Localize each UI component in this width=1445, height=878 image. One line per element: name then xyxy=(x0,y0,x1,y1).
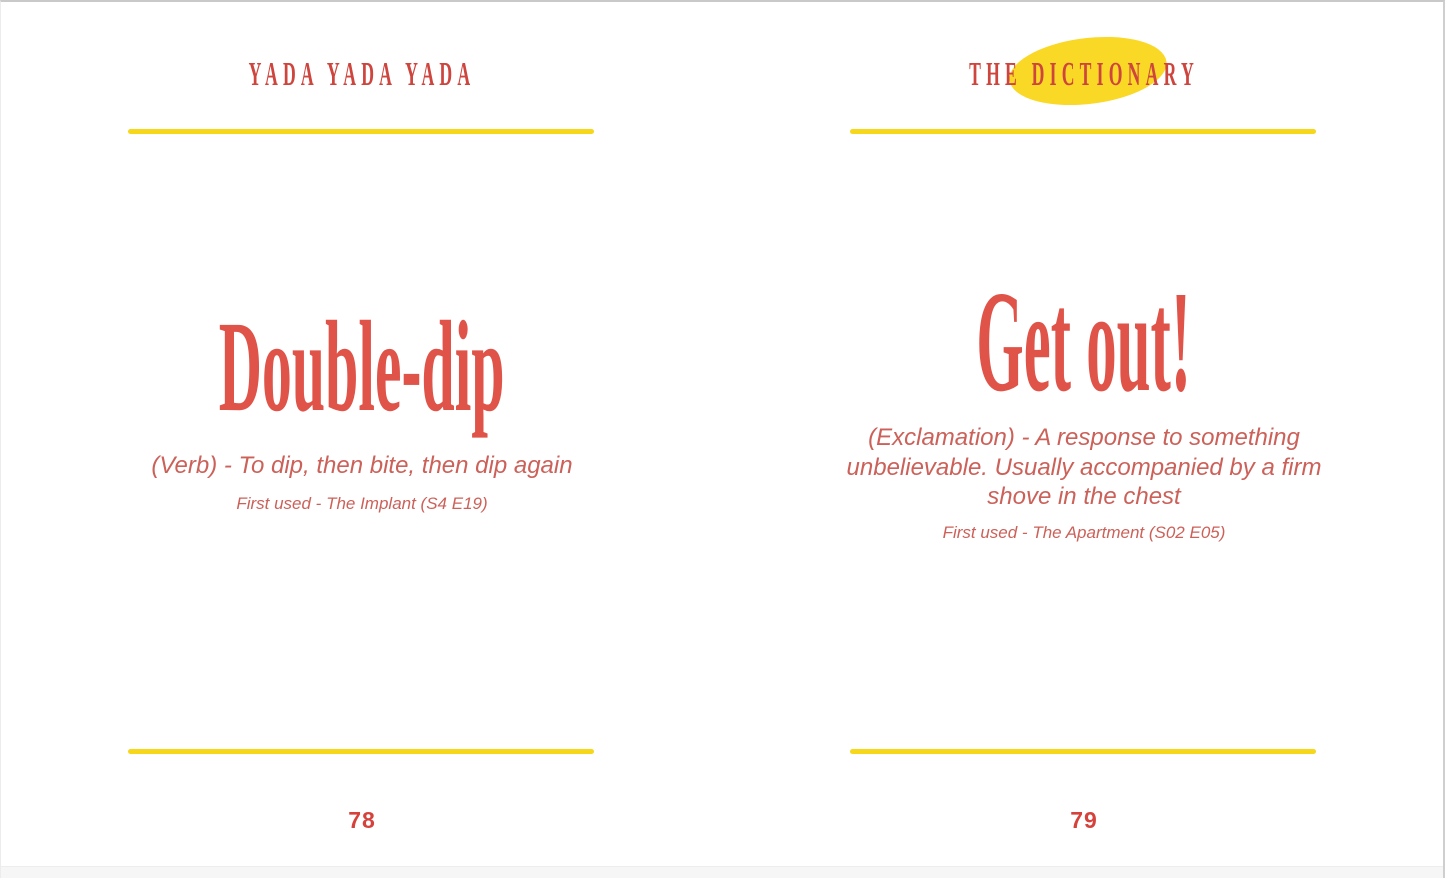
left-definition: (Verb) - To dip, then bite, then dip again xyxy=(151,452,573,479)
right-running-header xyxy=(723,55,1445,96)
left-running-header-text: YADA YADA YADA xyxy=(248,56,476,93)
page-left xyxy=(1,2,723,868)
left-top-rule xyxy=(128,129,594,134)
right-term-title xyxy=(723,262,1445,422)
right-running-header-text: THE DICTIONARY xyxy=(969,56,1199,93)
right-term-text: Get out! xyxy=(976,262,1192,422)
right-definition: (Exclamation) - A response to something unbelievable. Usually accompanied by a firm shove in the chest xyxy=(846,424,1322,510)
left-bottom-rule xyxy=(128,749,594,754)
right-page-number: 79 xyxy=(1070,807,1098,833)
page-right xyxy=(723,2,1445,868)
left-term-text: Double-dip xyxy=(219,295,505,439)
right-top-rule xyxy=(850,129,1316,134)
left-first-used: First used - The Implant (S4 E19) xyxy=(236,494,488,513)
right-bottom-rule xyxy=(850,749,1316,754)
photo-bottom-edge xyxy=(1,866,1443,878)
left-term-title xyxy=(1,295,723,439)
left-page-number: 78 xyxy=(348,807,376,833)
left-running-header xyxy=(1,55,723,96)
right-first-used: First used - The Apartment (S02 E05) xyxy=(942,523,1226,542)
